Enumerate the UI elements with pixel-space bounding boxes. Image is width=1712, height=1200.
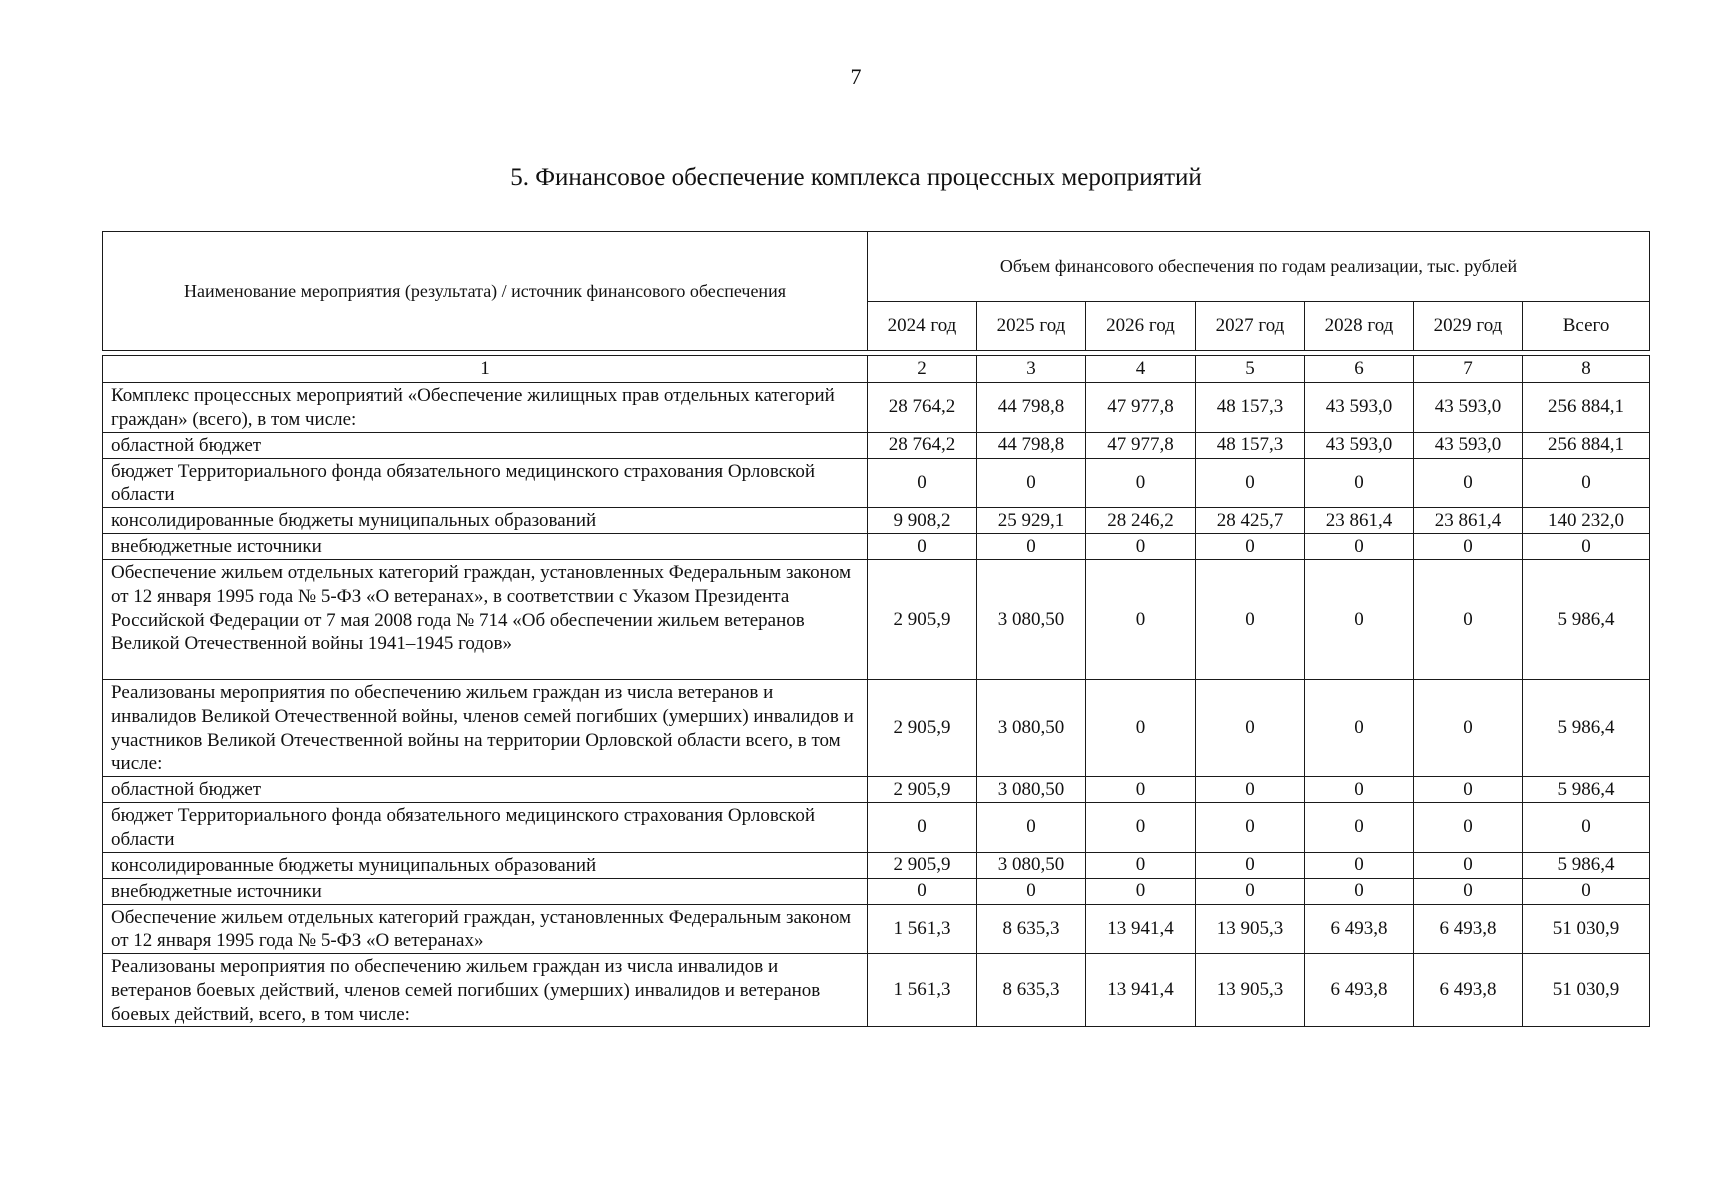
value-cell: 0 [977, 534, 1086, 560]
year-header-cell: 2029 год [1414, 302, 1523, 351]
header-row [103, 232, 1650, 302]
row-name-cell: областной бюджет [103, 777, 868, 803]
table-row [103, 954, 1650, 1027]
value-cell: 44 798,8 [977, 383, 1086, 433]
value-cell: 2 905,9 [868, 560, 977, 680]
value-cell: 0 [1305, 560, 1414, 680]
value-cell: 1 561,3 [868, 954, 977, 1027]
value-cell: 8 635,3 [977, 954, 1086, 1027]
column-number-cell: 5 [1196, 356, 1305, 383]
value-cell: 13 905,3 [1196, 904, 1305, 954]
column-number-row [103, 356, 1650, 383]
value-cell: 256 884,1 [1523, 432, 1650, 458]
value-cell: 23 861,4 [1305, 508, 1414, 534]
row-name-cell: внебюджетные источники [103, 534, 868, 560]
section-title: 5. Финансовое обеспечение комплекса процессных мероприятий [510, 164, 1202, 191]
year-header-cell: 2027 год [1196, 302, 1305, 351]
value-cell: 47 977,8 [1086, 432, 1196, 458]
value-cell: 44 798,8 [977, 432, 1086, 458]
table-row [103, 432, 1650, 458]
value-cell: 0 [868, 803, 977, 853]
column-number-cell: 8 [1523, 356, 1650, 383]
row-name-cell: бюджет Территориального фонда обязательного медицинского страхования Орловской области [103, 458, 868, 508]
value-cell: 0 [1086, 458, 1196, 508]
table-row [103, 803, 1650, 853]
table-row [103, 560, 1650, 680]
value-cell: 0 [1086, 560, 1196, 680]
value-cell: 23 861,4 [1414, 508, 1523, 534]
value-cell: 0 [1305, 777, 1414, 803]
value-cell: 3 080,50 [977, 680, 1086, 777]
table-row [103, 777, 1650, 803]
value-cell: 0 [1414, 852, 1523, 878]
value-cell: 43 593,0 [1305, 432, 1414, 458]
value-cell: 0 [1305, 680, 1414, 777]
value-cell: 8 635,3 [977, 904, 1086, 954]
value-cell: 0 [1196, 878, 1305, 904]
year-header-cell: 2028 год [1305, 302, 1414, 351]
value-cell: 48 157,3 [1196, 383, 1305, 433]
value-cell: 0 [1086, 680, 1196, 777]
header-name-cell: Наименование мероприятия (результата) / источник финансового обеспечения [103, 232, 868, 351]
value-cell: 5 986,4 [1523, 777, 1650, 803]
value-cell: 0 [868, 878, 977, 904]
row-name-cell: Реализованы мероприятия по обеспечению жильем граждан из числа инвалидов и ветеранов боевых действий, членов семей погибших (умерших) инвалидов и ветеранов боевых действий, всего, в том числе: [103, 954, 868, 1027]
value-cell: 43 593,0 [1305, 383, 1414, 433]
value-cell: 5 986,4 [1523, 680, 1650, 777]
row-name-cell: Реализованы мероприятия по обеспечению жильем граждан из числа ветеранов и инвалидов Великой Отечественной войны, членов семей погибших (умерших) инвалидов и участников Великой Отечественной войны на территории Орловской области всего, в том числе: [103, 680, 868, 777]
value-cell: 1 561,3 [868, 904, 977, 954]
value-cell: 0 [1196, 680, 1305, 777]
value-cell: 6 493,8 [1414, 904, 1523, 954]
value-cell: 0 [868, 458, 977, 508]
value-cell: 25 929,1 [977, 508, 1086, 534]
value-cell: 3 080,50 [977, 777, 1086, 803]
column-number-cell: 1 [103, 356, 868, 383]
value-cell: 28 425,7 [1196, 508, 1305, 534]
value-cell: 2 905,9 [868, 680, 977, 777]
value-cell: 5 986,4 [1523, 852, 1650, 878]
column-number-cell: 2 [868, 356, 977, 383]
year-header-cell: 2026 год [1086, 302, 1196, 351]
row-name-cell: Обеспечение жильем отдельных категорий граждан, установленных Федеральным законом от 12 января 1995 года № 5-ФЗ «О ветеранах», в соответствии с Указом Президента Российской Федерации от 7 мая 2008 года № 714 «Об обеспечении жильем ветеранов Великой Отечественной войны 1941–1945 годов» [103, 560, 868, 680]
value-cell: 0 [1196, 777, 1305, 803]
column-number-cell: 7 [1414, 356, 1523, 383]
value-cell: 0 [1305, 803, 1414, 853]
value-cell: 2 905,9 [868, 852, 977, 878]
value-cell: 0 [1523, 878, 1650, 904]
value-cell: 0 [868, 534, 977, 560]
value-cell: 0 [1305, 878, 1414, 904]
column-number-cell: 3 [977, 356, 1086, 383]
value-cell: 0 [1086, 803, 1196, 853]
value-cell: 48 157,3 [1196, 432, 1305, 458]
row-name-cell: бюджет Территориального фонда обязательного медицинского страхования Орловской области [103, 803, 868, 853]
table-row [103, 878, 1650, 904]
value-cell: 0 [1086, 777, 1196, 803]
value-cell: 0 [1196, 534, 1305, 560]
table-row [103, 680, 1650, 777]
table-row [103, 508, 1650, 534]
header-volume-cell: Объем финансового обеспечения по годам реализации, тыс. рублей [868, 232, 1650, 302]
column-number-cell: 6 [1305, 356, 1414, 383]
value-cell: 0 [1196, 852, 1305, 878]
value-cell: 0 [1414, 534, 1523, 560]
value-cell: 0 [1305, 852, 1414, 878]
value-cell: 13 905,3 [1196, 954, 1305, 1027]
value-cell: 13 941,4 [1086, 954, 1196, 1027]
value-cell: 5 986,4 [1523, 560, 1650, 680]
value-cell: 0 [1196, 560, 1305, 680]
value-cell: 256 884,1 [1523, 383, 1650, 433]
value-cell: 0 [1086, 534, 1196, 560]
value-cell: 6 493,8 [1305, 904, 1414, 954]
value-cell: 0 [1305, 458, 1414, 508]
column-number-cell: 4 [1086, 356, 1196, 383]
row-name-cell: внебюджетные источники [103, 878, 868, 904]
value-cell: 28 764,2 [868, 383, 977, 433]
value-cell: 0 [1414, 878, 1523, 904]
value-cell: 0 [1523, 803, 1650, 853]
value-cell: 0 [977, 878, 1086, 904]
value-cell: 0 [977, 458, 1086, 508]
year-header-cell: Всего [1523, 302, 1650, 351]
row-name-cell: Комплекс процессных мероприятий «Обеспечение жилищных прав отдельных категорий граждан» (всего), в том числе: [103, 383, 868, 433]
year-header-cell: 2025 год [977, 302, 1086, 351]
value-cell: 0 [1414, 680, 1523, 777]
value-cell: 2 905,9 [868, 777, 977, 803]
value-cell: 28 246,2 [1086, 508, 1196, 534]
value-cell: 6 493,8 [1414, 954, 1523, 1027]
value-cell: 0 [1414, 560, 1523, 680]
value-cell: 0 [1196, 803, 1305, 853]
value-cell: 0 [977, 803, 1086, 853]
value-cell: 28 764,2 [868, 432, 977, 458]
value-cell: 9 908,2 [868, 508, 977, 534]
value-cell: 0 [1414, 777, 1523, 803]
value-cell: 0 [1086, 852, 1196, 878]
value-cell: 3 080,50 [977, 852, 1086, 878]
value-cell: 51 030,9 [1523, 954, 1650, 1027]
year-header-cell: 2024 год [868, 302, 977, 351]
value-cell: 0 [1305, 534, 1414, 560]
row-name-cell: консолидированные бюджеты муниципальных образований [103, 852, 868, 878]
row-name-cell: областной бюджет [103, 432, 868, 458]
value-cell: 51 030,9 [1523, 904, 1650, 954]
value-cell: 0 [1086, 878, 1196, 904]
value-cell: 140 232,0 [1523, 508, 1650, 534]
table-row [103, 852, 1650, 878]
table-row [103, 383, 1650, 433]
value-cell: 43 593,0 [1414, 432, 1523, 458]
value-cell: 6 493,8 [1305, 954, 1414, 1027]
value-cell: 13 941,4 [1086, 904, 1196, 954]
row-name-cell: консолидированные бюджеты муниципальных образований [103, 508, 868, 534]
value-cell: 0 [1523, 458, 1650, 508]
financing-table [102, 231, 1650, 1027]
value-cell: 0 [1414, 803, 1523, 853]
table-row [103, 904, 1650, 954]
value-cell: 0 [1523, 534, 1650, 560]
page-number: 7 [850, 64, 862, 89]
value-cell: 0 [1414, 458, 1523, 508]
value-cell: 3 080,50 [977, 560, 1086, 680]
value-cell: 43 593,0 [1414, 383, 1523, 433]
value-cell: 0 [1196, 458, 1305, 508]
table-row [103, 534, 1650, 560]
table-row [103, 458, 1650, 508]
value-cell: 47 977,8 [1086, 383, 1196, 433]
row-name-cell: Обеспечение жильем отдельных категорий граждан, установленных Федеральным законом от 12 января 1995 года № 5-ФЗ «О ветеранах» [103, 904, 868, 954]
